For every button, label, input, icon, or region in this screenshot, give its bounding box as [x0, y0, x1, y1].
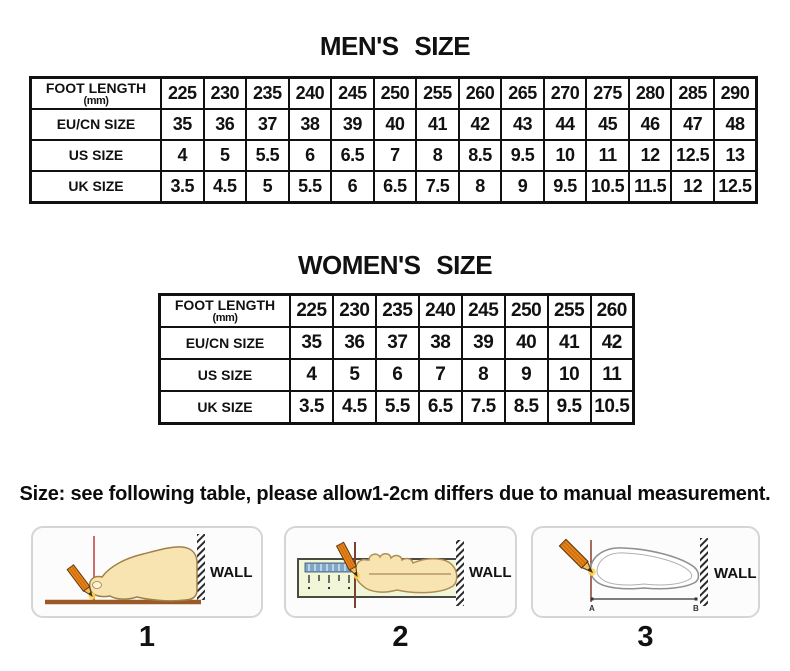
size-cell: 38 [289, 109, 332, 140]
measure-step-3-illustration [533, 528, 758, 616]
size-cell: 39 [462, 327, 505, 359]
measure-step-1-illustration [33, 528, 261, 616]
size-cell: 9.5 [544, 171, 587, 203]
ruler-scale-strip [305, 563, 351, 572]
size-cell: 275 [586, 78, 629, 110]
size-cell: 11 [586, 140, 629, 171]
table-row [31, 78, 757, 110]
size-cell: 245 [462, 295, 505, 328]
table-row [31, 140, 757, 171]
wall-hatch [456, 540, 464, 606]
size-cell: 7 [374, 140, 417, 171]
row-label: FOOT LENGTH (mm) [160, 295, 291, 328]
size-cell: 35 [290, 327, 333, 359]
size-cell: 225 [290, 295, 333, 328]
size-cell: 10 [544, 140, 587, 171]
size-cell: 250 [505, 295, 548, 328]
size-cell: 6 [376, 359, 419, 391]
size-cell: 36 [204, 109, 247, 140]
size-cell: 11.5 [629, 171, 672, 203]
size-cell: 12.5 [714, 171, 757, 203]
size-cell: 270 [544, 78, 587, 110]
point-a-label: A [589, 604, 595, 613]
size-cell: 42 [459, 109, 502, 140]
size-cell: 36 [333, 327, 376, 359]
size-cell: 9.5 [548, 391, 591, 424]
size-cell: 5.5 [289, 171, 332, 203]
mens-size-title: MEN'S SIZE [319, 31, 471, 61]
foot-shape [90, 547, 197, 601]
size-cell: 230 [333, 295, 376, 328]
size-cell: 4 [290, 359, 333, 391]
size-cell: 4.5 [204, 171, 247, 203]
size-cell: 250 [374, 78, 417, 110]
size-cell: 47 [671, 109, 714, 140]
size-cell: 40 [505, 327, 548, 359]
size-cell: 6 [331, 171, 374, 203]
table-row [160, 327, 634, 359]
table-row [160, 359, 634, 391]
size-cell: 6.5 [331, 140, 374, 171]
size-cell: 255 [416, 78, 459, 110]
size-cell: 8 [416, 140, 459, 171]
womens-size-title: WOMEN'S SIZE [297, 250, 493, 280]
toenail [93, 582, 102, 589]
measure-step-3-card [531, 526, 760, 618]
table-row [160, 295, 634, 328]
size-cell: 42 [591, 327, 634, 359]
wall-label: WALL [210, 564, 253, 581]
foot-shape [356, 554, 457, 593]
point-b-label: B [693, 604, 699, 613]
size-cell: 44 [544, 109, 587, 140]
point-a-marker [591, 598, 594, 601]
size-cell: 265 [501, 78, 544, 110]
size-cell: 40 [374, 109, 417, 140]
table-row [31, 171, 757, 203]
wall-label: WALL [469, 564, 512, 581]
point-b-marker [695, 598, 698, 601]
size-cell: 13 [714, 140, 757, 171]
size-cell: 260 [459, 78, 502, 110]
size-cell: 45 [586, 109, 629, 140]
size-cell: 6 [289, 140, 332, 171]
womens-size-table [158, 293, 635, 425]
step-number-2: 2 [392, 621, 409, 653]
size-cell: 290 [714, 78, 757, 110]
size-cell: 285 [671, 78, 714, 110]
size-cell: 6.5 [374, 171, 417, 203]
table-row [160, 391, 634, 424]
size-cell: 39 [331, 109, 374, 140]
size-cell: 7 [419, 359, 462, 391]
size-cell: 37 [376, 327, 419, 359]
size-cell: 41 [548, 327, 591, 359]
row-label: EU/CN SIZE [31, 109, 162, 140]
row-label: UK SIZE [160, 391, 291, 424]
size-cell: 9.5 [501, 140, 544, 171]
size-cell: 41 [416, 109, 459, 140]
step-number-1: 1 [138, 621, 156, 653]
size-cell: 46 [629, 109, 672, 140]
row-label: US SIZE [31, 140, 162, 171]
size-cell: 255 [548, 295, 591, 328]
size-cell: 35 [161, 109, 204, 140]
size-cell: 3.5 [290, 391, 333, 424]
size-cell: 240 [289, 78, 332, 110]
table-row [31, 109, 757, 140]
measure-step-1-card [31, 526, 263, 618]
size-cell: 9 [505, 359, 548, 391]
pencil-icon [559, 539, 595, 575]
size-cell: 7.5 [416, 171, 459, 203]
size-cell: 11 [591, 359, 634, 391]
size-cell: 38 [419, 327, 462, 359]
row-label: FOOT LENGTH (mm) [31, 78, 162, 110]
size-cell: 12.5 [671, 140, 714, 171]
size-cell: 235 [246, 78, 289, 110]
size-cell: 10 [548, 359, 591, 391]
size-cell: 240 [419, 295, 462, 328]
measure-step-2-card [284, 526, 517, 618]
size-cell: 5 [204, 140, 247, 171]
size-cell: 5.5 [376, 391, 419, 424]
wall-hatch [197, 534, 205, 600]
size-cell: 8 [462, 359, 505, 391]
size-cell: 12 [629, 140, 672, 171]
size-cell: 3.5 [161, 171, 204, 203]
size-cell: 235 [376, 295, 419, 328]
size-cell: 6.5 [419, 391, 462, 424]
row-label: EU/CN SIZE [160, 327, 291, 359]
wall-label: WALL [714, 565, 757, 582]
size-cell: 8.5 [459, 140, 502, 171]
size-cell: 8 [459, 171, 502, 203]
step-number-3: 3 [637, 621, 654, 653]
size-cell: 48 [714, 109, 757, 140]
size-cell: 9 [501, 171, 544, 203]
size-cell: 37 [246, 109, 289, 140]
size-cell: 5.5 [246, 140, 289, 171]
size-cell: 245 [331, 78, 374, 110]
size-cell: 10.5 [591, 391, 634, 424]
measure-step-2-illustration [286, 528, 515, 616]
wall-hatch [700, 538, 708, 606]
size-cell: 230 [204, 78, 247, 110]
size-cell: 280 [629, 78, 672, 110]
size-cell: 260 [591, 295, 634, 328]
size-cell: 12 [671, 171, 714, 203]
size-cell: 43 [501, 109, 544, 140]
row-label: US SIZE [160, 359, 291, 391]
size-cell: 5 [246, 171, 289, 203]
size-cell: 5 [333, 359, 376, 391]
size-cell: 4.5 [333, 391, 376, 424]
size-cell: 7.5 [462, 391, 505, 424]
size-cell: 4 [161, 140, 204, 171]
size-cell: 225 [161, 78, 204, 110]
size-cell: 10.5 [586, 171, 629, 203]
measurement-note: Size: see following table, please allow1-2cm differs due to manual measurement. [19, 483, 771, 505]
size-cell: 8.5 [505, 391, 548, 424]
row-label: UK SIZE [31, 171, 162, 203]
mens-size-table [29, 76, 758, 204]
